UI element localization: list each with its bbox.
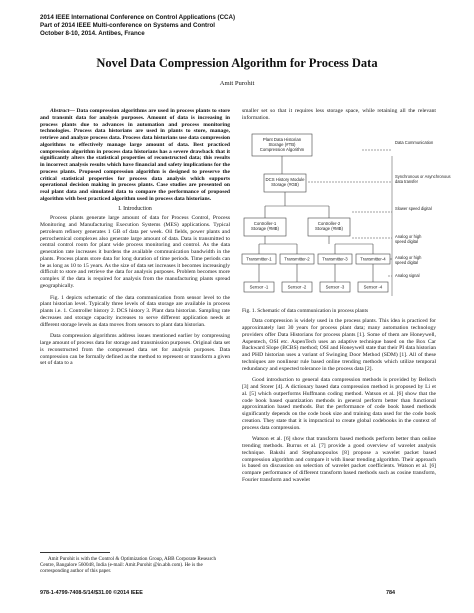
abstract-lead: Abstract — [50, 108, 70, 114]
figure-1 — [242, 126, 451, 306]
page-number: 784 — [386, 590, 395, 596]
isbn-copyright: 978-1-4799-7408-5/14/$31.00 ©2014 IEEE — [40, 590, 143, 596]
left-paragraph-2: Fig. 1 depicts schematic of the data communication from sensor level to the plant historian level. Typically three levels of data storage are available in process plants i.e. 1. Controller history 2. DCS history 3. Plant data historian. Sampling rate decreases and storage capacity increases to serve different application needs at different storage levels as data moves from sensors to plant data historian. — [40, 294, 230, 328]
historian-label: Plant Data Historian Storage (#TB) Compression Algorithm — [259, 136, 305, 152]
left-paragraph-3: Data compression algorithms address issues mentioned earlier by compressing large amount of process data for storage and transmission purposes. Original data set is reconstructed from the compressed data set for analysis purposes. Data compression can be formally defined as the method to represent or transform a given set of data to a — [40, 333, 230, 367]
right-paragraph-3: Watson et al. [6] show that transform based methods perform better than online trending methods. Burrus et al. [7] provide a good overview of wavelet analysis technique. Bakshi and Stephanopoulos [8] propose a wavelet packet based compression algorithm and compare it with linear trending algorithm. Their approach is based on discussion on selection of wavelet packet coefficients. Watson et al. [6] compare performance of different transform based methods such as cosine transform, Fourier transform and wavelet — [242, 436, 436, 483]
transmitter4-label: Transmitter-4 — [360, 256, 386, 261]
abstract — [40, 108, 230, 203]
sensor4-label: Sensor -4 — [363, 284, 383, 289]
right-paragraph-2: Good introduction to general data compression methods is provided by Belloch [3] and Storer [4]. A dictionary based data compression method is proposed by Li et al. [5] which outperforms Huffmann coding method. Watson et al. [6] show that the code book based quantization methods in general perform better than functional approximation based methods. But the performance of code book based methods significantly depends on the code book size and training data used for the code book creation. They state that it is impractical to create global codebooks in the context of process data compression. — [242, 377, 436, 431]
transmitter3-label: Transmitter-3 — [322, 256, 348, 261]
author-name: Amit Purohit — [219, 80, 255, 87]
sensor2-label: Sensor -2 — [287, 284, 307, 289]
controller1-label: Controller-1 Storage (#MB) — [251, 220, 279, 231]
sensor1-label: Sensor -1 — [249, 284, 269, 289]
author-footnote: Amit Purohit is with the Control & Optimization Group, ABB Corporate Research Centre, Bangalore 560048, India (e-mail: Amit.Purohit @in.abb.com). He is the corresponding author of this paper. — [40, 556, 217, 575]
sensor3-label: Sensor -3 — [325, 284, 345, 289]
abstract-text: — Data compression algorithms are used in process plants to store and transmit data for analysis purposes. Amount of data is increasing in process plants due to advances in automation and process monitoring technologies. Process data historians are used in plants to store, manage, retrieve and analyze process data. Process data historians use data compression algorithms to effectively manage large amount of data. Best practiced compression algorithm in process data historians has a severe drawback that it significantly alters the statistical properties of reconstructed data; this results in incorrect analysis results which have financial and safety implications for the process plants. Proposed compression algorithm is designed to preserve the critical statistical properties for process data analysis which supports operational decision making in process plants. Case studies are presented on real plant data and simulated data to compare the performance of proposed algorithm with best practiced algorithm used in process data historians. — [40, 108, 230, 202]
controller2-label: Controller-2 Storage (#MB) — [315, 220, 343, 231]
transmitter1-label: Transmitter-1 — [246, 256, 272, 261]
left-column — [40, 108, 230, 367]
figure-caption: Fig. 1. Schematic of data communication in process plants — [242, 307, 369, 314]
annotation-data-communication: Data Communication — [395, 139, 434, 145]
right-paragraph-1: Data compression is widely used in the process plants. This idea is practiced for approximately last 30 years for process plant data; many automation technology providers offer Data Historians for process plants [1]. Some of them are Honeywell, Aspentech, OSI etc. AspenTech uses an adaptive technique based on the Box Car Backward Slope (BCBS) method; OSI and Honeywell state that their PI data historian and PHD historian uses a variant of Swinging Door Method (SDM) [1]. All of these techniques are nonlinear rule based online trending methods which utilize temporal redundancy and expected tolerance in the process data [2]. — [242, 318, 436, 372]
paper-title: Novel Data Compression Algorithm for Process Data — [96, 56, 378, 70]
annotation-analog-1: Analog or high speed digital — [395, 233, 422, 244]
annotation-sync: Synchronous or Asynchronous data transfer — [395, 173, 451, 184]
header-line-2: Part of 2014 IEEE Multi-conference on Systems and Control — [40, 22, 216, 29]
annotation-slow: Slower speed digital — [395, 205, 432, 211]
annotation-analog-signal: Analog signal — [395, 272, 420, 278]
header-line-3: October 8-10, 2014. Antibes, France — [40, 30, 145, 37]
footnote-rule — [40, 552, 110, 553]
header-line-1: 2014 IEEE International Conference on Control Applications (CCA) — [40, 14, 236, 21]
annotation-analog-2: Analog or high speed digital — [395, 254, 422, 265]
right-intro-text: smaller set so that it requires less storage space, while retaining all the relevant information. — [242, 108, 436, 121]
right-column — [242, 108, 451, 484]
conference-header — [40, 14, 340, 38]
schematic-diagram — [242, 126, 451, 306]
dcs-label: DCS History Module Storage (#GB) — [265, 176, 305, 187]
section-heading-introduction: I. Introduction — [118, 205, 152, 212]
left-paragraph-1: Process plants generate large amount of data for Process Control, Process Monitoring and Manufacturing Execution Systems (MES) applications. Typical petroleum refinery generates 1 GB of data per week. Oil fields, power plants and petrochemical complexes also generate large amount of data. Data is transmitted to central control room for plant wide process monitoring and control. As the data generation rate increases it burdens the available communication bandwidth in the plants. Process plants store data for long duration of time periods. Time periods can be as long as 10 to 15 years. As the size of data set increases it becomes increasingly difficult to store and retrieve the data for analysis purposes. Problem becomes more complex if the data is required for analysis from the manufacturing plants spread geographically. — [40, 215, 230, 289]
transmitter2-label: Transmitter-2 — [284, 256, 310, 261]
